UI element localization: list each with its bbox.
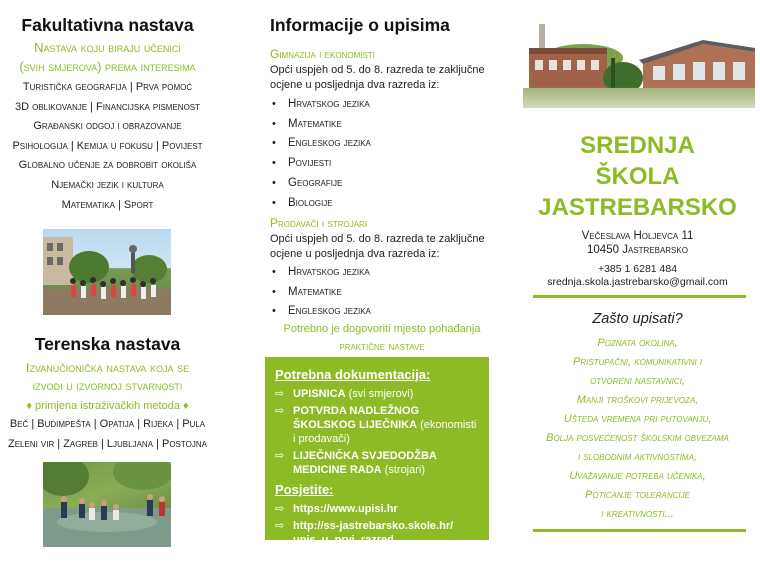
school-building-photo [523,18,755,126]
course-line: 3D oblikovanje | Financijska pismenost [14,100,201,113]
places-line-2: Zeleni vir | Zagreb | Ljubljana | Postojna [8,438,207,450]
terenska-subtitle-2: izvodi u izvornoj stvarnosti [32,378,183,393]
address [515,229,760,257]
doc-item-bold: UPISNICA [293,388,346,400]
course-line: Turistička geografija | Prva pomoć [22,81,193,93]
phone: +385 1 6281 484 [597,263,678,275]
doc-item-bold: LIJEČNIČKA SVJEDODŽBA MEDICINE RADA [293,450,437,476]
doc-item [275,404,479,446]
places-line-1: Beč | Budimpešta | Opatija | Rijeka | Pula [9,418,206,430]
documentation-box [265,357,489,546]
list-item: • Povijesti [272,154,371,174]
doc-item [275,387,479,401]
link-item[interactable] [275,519,479,547]
reason-item: otvoreni nastavnici, [590,375,685,387]
documentation-heading: Potrebna dokumentacija: [275,367,431,382]
list-item: • Geografije [272,174,371,194]
email[interactable]: srednja.skola.jastrebarsko@gmail.com [547,276,728,288]
school-name-line-1: SREDNJA [580,132,695,159]
terenska-subtitle-1: Izvanučionička nastava koja se [25,360,190,375]
arrow-right-icon: ⇨ [275,405,285,417]
course-list [0,78,215,215]
students-photo [43,229,171,315]
gimnazija-text-line-1: Opći uspjeh od 5. do 8. razreda te zaključne [270,64,485,76]
course-line: Psihologija | Kemija u fokusu | Povijest [12,139,203,152]
visit-heading: Posjetite: [275,482,334,497]
link-item[interactable] [275,502,479,516]
list-item: • Hrvatskog jezika [272,95,371,115]
why-title: Zašto upisati? [592,311,683,327]
practice-note-2: praktične nastave [339,339,425,353]
doc-item [275,449,479,477]
list-item: • Engleskog jezika [272,302,371,322]
list-item: • Hrvatskog jezika [272,263,371,283]
reason-item: Pristupačni, komunikativni i [572,356,703,368]
prodavaci-text-line-2: ocjene u posljednja dva razreda iz: [270,248,440,260]
reason-item: Manji troškovi prijevoza, [576,394,699,406]
fakultativna-subtitle-1: Nastava koju biraju učenici [34,40,181,55]
prodavaci-subjects [272,263,371,322]
fakultativna-title: Fakultativna nastava [21,15,194,35]
field-trip-photo [43,462,171,547]
list-item: • Engleskog jezika [272,134,371,154]
divider-bottom [533,529,746,532]
prodavaci-text-line-1: Opći uspjeh od 5. do 8. razreda te zaključne [270,233,485,245]
doc-item-bold: POTVRDA NADLEŽNOG ŠKOLSKOG LIJEČNIKA [293,405,420,431]
school-link[interactable]: http://ss-jastrebarsko.skole.hr/ upis_u_prvi_razred [293,520,454,546]
reason-item: Poticanje tolerancije [585,489,690,501]
doc-item-rest: (strojari) [381,464,426,476]
methods-line: ♦ primjena istraživačkih metoda ♦ [26,400,189,412]
practice-note-1: Potrebno je dogovoriti mjesto pohađanja [283,323,481,335]
list-item: • Matematike [272,283,371,303]
reason-item: Uvažavanje potreba učenika, [569,470,706,482]
arrow-right-icon: ⇨ [275,503,285,515]
reason-item: Ušteda vremena pri putovanju, [563,413,712,425]
fakultativna-subtitle-2: (svih smjerova) prema interesima [19,59,196,74]
arrow-right-icon: ⇨ [275,450,285,462]
school-name [515,130,760,223]
prodavaci-heading: Prodavači i strojari [270,216,368,230]
reason-item: Poznata okolina, [597,337,678,349]
left-column [0,0,250,562]
contact [515,263,760,289]
right-column [515,0,760,562]
course-line: Matematika | Sport [61,198,154,211]
school-name-line-2: ŠKOLA [595,163,680,190]
doc-item-rest: (svi smjerovi) [345,388,414,400]
course-line: Globalno učenje za dobrobit okoliša [18,159,197,172]
arrow-right-icon: ⇨ [275,388,285,400]
address-line-1: Večeslava Holjevca 11 [581,230,694,242]
reason-item: Bolja posvećenost školskim obvezama [546,432,729,444]
doc-item-rest: (ekonomisti i prodavači) [293,419,477,445]
gimnazija-text [270,63,500,93]
gimnazija-subjects [272,95,371,213]
upisi-link[interactable]: https://www.upisi.hr [293,503,398,515]
divider-top [533,295,746,298]
course-line: Njemački jezik i kultura [51,178,164,191]
gimnazija-heading: Gimnazija i ekonomisti [270,47,375,61]
arrow-right-icon: ⇨ [275,520,285,532]
school-name-line-3: JASTREBARSKO [538,194,737,221]
terenska-title: Terenska nastava [34,334,181,354]
gimnazija-text-line-2: ocjene u posljednja dva razreda iz: [270,79,440,91]
prodavaci-text [270,232,500,262]
info-title: Informacije o upisima [270,15,450,35]
reason-item: i slobodnim aktivnostima, [578,451,697,463]
course-line: Građanski odgoj i obrazovanje [33,120,182,133]
reason-item: i kreativnosti... [601,508,674,520]
address-line-2: 10450 Jastrebarsko [587,244,688,256]
list-item: • Biologije [272,194,371,214]
list-item: • Matematike [272,115,371,135]
reasons-list [515,334,760,524]
